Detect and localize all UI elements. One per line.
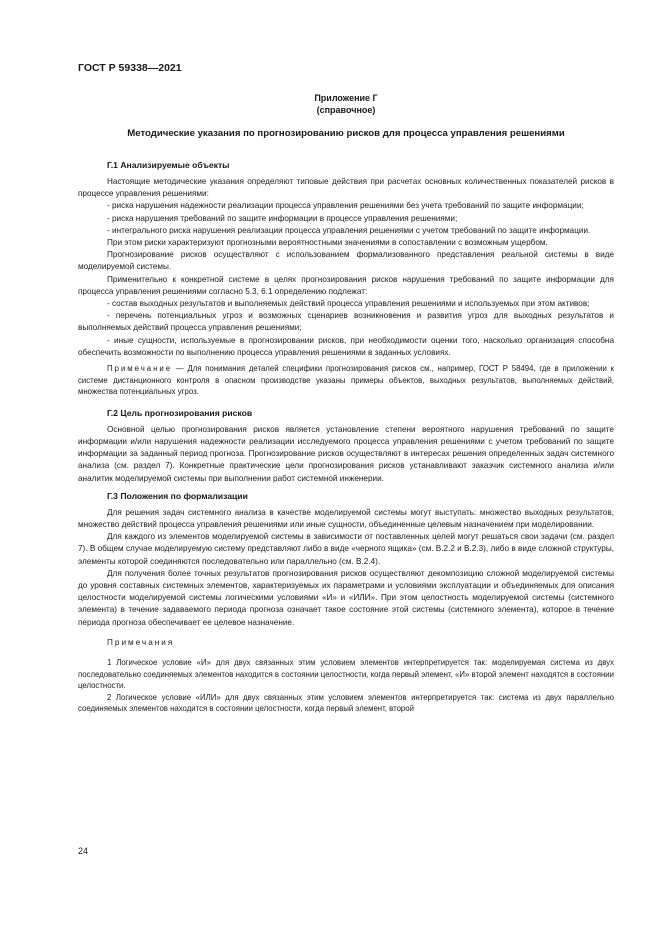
section-heading-g3: Г.3 Положения по формализации <box>107 490 248 501</box>
paragraph: Для каждого из элементов моделируемой системы в зависимости от поставленных целей могут решаться свои задачи (см. раздел 7). В общем случае моделируемую систему представляют либо в виде «черного ящика» (см. В.2.2 и В.2.3), либо в виде сложной структуры, элементы которой соединяются последовательно или параллельно (см. В.2.4). <box>78 532 614 566</box>
section-heading-g1: Г.1 Анализируемые объекты <box>107 160 230 170</box>
list-item: - интегрального риска нарушения реализации процесса управления решениями с учетом требований по защите информации. <box>107 225 591 235</box>
note-item: 2 Логическое условие «ИЛИ» для двух связанных этим условием элементов интерпретируется так: система из двух параллельно соединяемых элементов находится в состоянии целостности, когда первый элемент, второй <box>78 692 614 714</box>
list-item: - состав выходных результатов и выполняемых действий процесса управления решениями и используемых при этом активов; <box>107 299 590 309</box>
notes-label: Примечания <box>107 637 175 647</box>
note-item: 1 Логическое условие «И» для двух связанных этим условием элементов интерпретируется так: моделируемая система из двух последовательно соединяемых элементов находится в состоянии целостности, когда первый элемент, «И» второй элемент находятся в состоянии целостности. <box>78 658 614 691</box>
paragraph: Для получения более точных результатов прогнозирования рисков осуществляют декомпозицию сложной моделируемой системы до уровня составных системных элементов, характеризуемых их параметрами и условиями эксплуатации и объединяемых для описания целостности моделируемой системы логическими условиями «И» и «ИЛИ». При этом целостность моделируемой системы (системного элемента) в течение задаваемого периода прогноза означает такое состояние этой системы (системного элемента), которое в течение периода прогноза обеспечивает ее целевое назначение. <box>78 568 614 627</box>
paragraph: Настоящие методические указания определяют типовые действия при расчетах основных количественных показателей рисков в процессе управления решениями: <box>78 177 614 199</box>
list-item: - иные сущности, используемые в прогнозировании рисков, при необходимости оценки того, насколько организация способна обеспечить возможности по выполнению процесса управления решениями в заданных условиях. <box>78 335 614 357</box>
appendix-heading <box>78 92 614 116</box>
paragraph: Для решения задач системного анализа в качестве моделируемой системы могут выступать: множество выходных результатов, множество действий процесса управления решениями или иные сущности, объединенные целевым назначением при моделировании. <box>78 507 614 530</box>
appendix-subtitle: (справочное) <box>316 105 376 115</box>
standard-header: ГОСТ Р 59338—2021 <box>78 62 182 74</box>
document-body <box>78 158 614 715</box>
section-heading-g2: Г.2 Цель прогнозирования рисков <box>107 407 253 418</box>
appendix-title: Приложение Г <box>314 93 378 103</box>
list-item: - перечень потенциальных угроз и возможных сценариев возникновения и развития угроз для выходных результатов и выполняемых действий процесса управления решениями; <box>78 311 614 333</box>
paragraph: Прогнозирование рисков осуществляют с использованием формализованного представления реальной системы в виде моделируемой системы. <box>78 250 614 272</box>
note-text: — Для понимания деталей специфики прогнозирования рисков см., например, ГОСТ Р 58494, где в приложении к системе дистанционного контроля в опасном производстве указаны примеры объектов, выходных результатов, выполняемых действий, множества потенциальных угроз. <box>78 364 614 397</box>
note-label: Примечание <box>107 364 173 374</box>
list-item: - риска нарушения требований по защите информации в процессе управления решениями; <box>107 213 458 223</box>
paragraph: Основной целью прогнозирования рисков является установление степени вероятного нарушения требований по защите информации и/или нарушения надежности реализации исследуемого процесса управления решениями с учетом требований по защите информации за заданный период прогноза. Прогнозирование рисков осуществляют в интересах решения определенных задач системного анализа (см. раздел 7). Конкретные практические цели прогнозирования рисков устанавливают заказчик системного анализа и/или аналитик моделируемой системы при выполнении работ системной инженерии. <box>78 424 614 483</box>
paragraph: Применительно к конкретной системе в целях прогнозирования рисков нарушения требований по защите информации для процесса управления решениями согласно 5.3, 6.1 определению подлежат: <box>78 274 614 296</box>
paragraph: При этом риски характеризуют прогнозными вероятностными значениями в сопоставлении с возможным ущербом. <box>107 238 548 248</box>
note-paragraph <box>78 363 614 398</box>
page-number: 24 <box>78 846 89 856</box>
list-item: - риска нарушения надежности реализации процесса управления решениями без учета требований по защите информации; <box>107 201 584 211</box>
document-title: Методические указания по прогнозированию рисков для процесса управления решениями <box>127 128 565 139</box>
